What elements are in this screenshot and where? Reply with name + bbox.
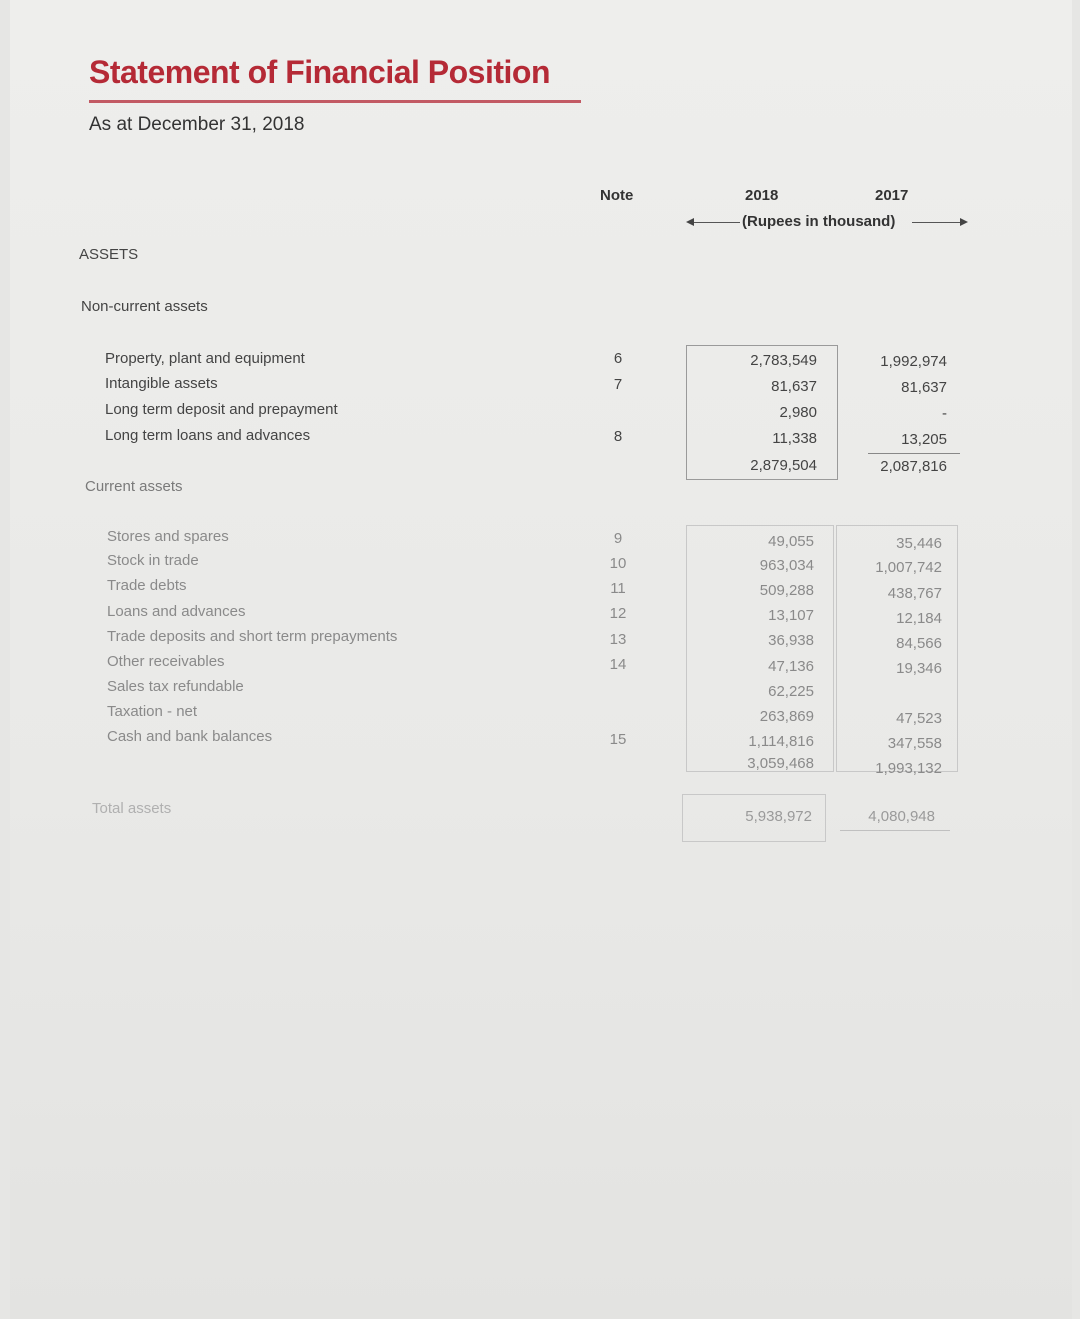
- rule-2017-non-current: [868, 453, 960, 454]
- row-label: Property, plant and equipment: [105, 350, 305, 367]
- current-assets-heading: Current assets: [85, 478, 183, 495]
- row-value-2018: 47,136: [768, 658, 814, 675]
- row-note: 10: [609, 555, 627, 572]
- row-value-2018: 62,225: [768, 683, 814, 700]
- row-value-2018: 11,338: [772, 430, 817, 447]
- current-total-2018: 3,059,468: [747, 755, 814, 772]
- row-note: 13: [609, 631, 627, 648]
- row-value-2017: 12,184: [896, 610, 942, 627]
- row-label: Stores and spares: [107, 528, 229, 545]
- page-title: Statement of Financial Position: [89, 54, 550, 90]
- year-2018-header: 2018: [745, 187, 779, 204]
- row-note: 15: [609, 731, 627, 748]
- row-value-2018: 509,288: [759, 582, 814, 599]
- row-value-2018: 13,107: [768, 607, 814, 624]
- row-value-2018: 2,980: [779, 404, 817, 421]
- row-value-2018: 263,869: [759, 708, 814, 725]
- row-value-2018: 81,637: [771, 378, 817, 395]
- non-current-assets-heading: Non-current assets: [81, 298, 208, 315]
- total-assets-2018: 5,938,972: [745, 808, 812, 825]
- row-label: Trade deposits and short term prepayments: [107, 628, 398, 645]
- row-value-2017: 35,446: [896, 535, 942, 552]
- row-value-2017: 1,992,974: [880, 353, 947, 370]
- page-subtitle: As at December 31, 2018: [89, 114, 305, 135]
- row-value-2017: -: [942, 405, 947, 422]
- left-arrow-icon: [686, 218, 694, 226]
- title-underline: [89, 100, 581, 103]
- row-label: Other receivables: [107, 653, 225, 670]
- rule-2017-total: [840, 830, 950, 831]
- row-value-2018: 963,034: [759, 557, 814, 574]
- row-label: Stock in trade: [107, 552, 199, 569]
- unit-arrow-line-left: [694, 222, 740, 223]
- unit-arrow-line-right: [912, 222, 960, 223]
- row-label: Intangible assets: [105, 375, 218, 392]
- row-note: 14: [609, 656, 627, 673]
- row-value-2017: 81,637: [901, 379, 947, 396]
- row-label: Taxation - net: [107, 703, 198, 720]
- row-value-2017: 347,558: [887, 735, 942, 752]
- note-column-header: Note: [600, 187, 634, 204]
- row-label: Long term loans and advances: [105, 427, 311, 444]
- row-value-2018: 36,938: [768, 632, 814, 649]
- row-value-2017: 19,346: [896, 660, 942, 677]
- non-current-total-2018: 2,879,504: [750, 457, 817, 474]
- assets-heading: ASSETS: [79, 246, 139, 263]
- row-value-2017: 13,205: [901, 431, 947, 448]
- statement-page: [10, 0, 1072, 1319]
- row-note: 11: [610, 580, 626, 597]
- row-value-2018: 49,055: [768, 533, 814, 550]
- right-arrow-icon: [960, 218, 968, 226]
- row-note: 7: [613, 376, 623, 393]
- row-value-2017: 438,767: [887, 585, 942, 602]
- current-total-2017: 1,993,132: [875, 760, 942, 777]
- row-note: 8: [613, 428, 623, 445]
- row-value-2017: 47,523: [896, 710, 942, 727]
- row-value-2018: 1,114,816: [748, 733, 814, 750]
- row-note: 12: [609, 605, 627, 622]
- row-value-2018: 2,783,549: [750, 352, 817, 369]
- row-value-2017: 1,007,742: [875, 559, 942, 576]
- row-label: Long term deposit and prepayment: [105, 401, 338, 418]
- row-note: 6: [613, 350, 623, 367]
- row-label: Sales tax refundable: [107, 678, 244, 695]
- row-value-2017: 84,566: [896, 635, 942, 652]
- year-2017-header: 2017: [875, 187, 909, 204]
- unit-label: (Rupees in thousand): [742, 213, 896, 230]
- row-label: Loans and advances: [107, 603, 246, 620]
- total-assets-2017: 4,080,948: [868, 808, 935, 825]
- row-label: Trade debts: [107, 577, 187, 594]
- total-assets-label: Total assets: [92, 800, 172, 817]
- non-current-total-2017: 2,087,816: [880, 458, 947, 475]
- row-label: Cash and bank balances: [107, 728, 273, 745]
- row-note: 9: [613, 530, 623, 547]
